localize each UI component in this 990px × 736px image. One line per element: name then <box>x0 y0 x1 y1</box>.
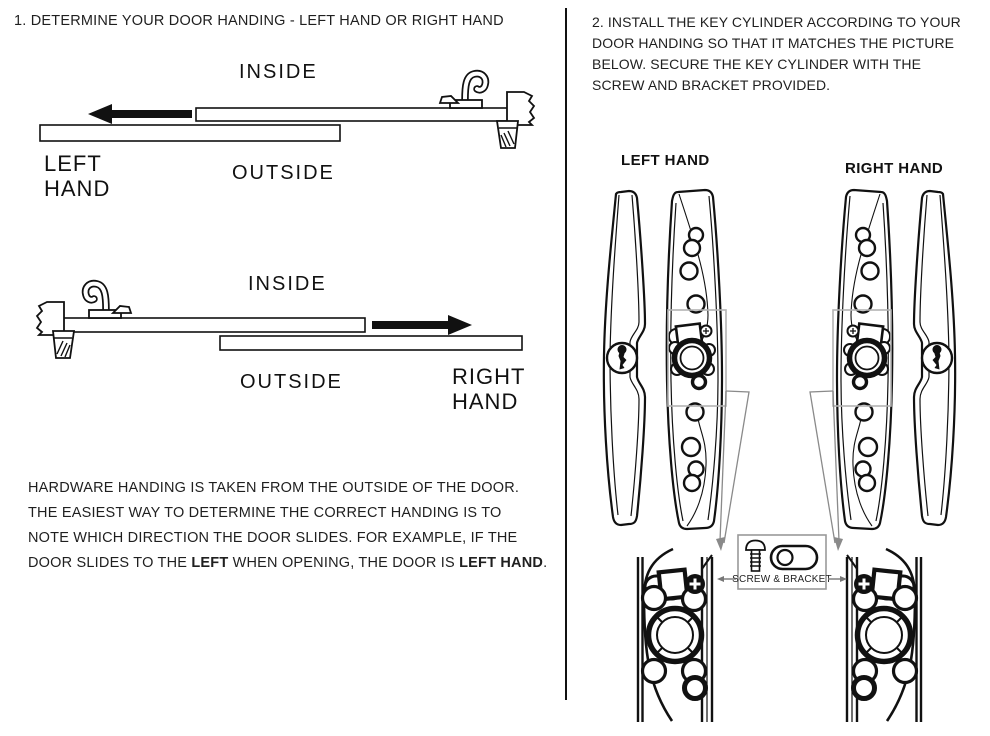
screw-bracket-label: SCREW & BRACKET <box>732 574 832 585</box>
keyhole <box>607 343 637 373</box>
note-line: HARDWARE HANDING IS TAKEN FROM THE OUTSIDE OF THE DOOR. <box>28 480 520 496</box>
note-line: DOOR SLIDES TO THE LEFT WHEN OPENING, THE DOOR IS LEFT HAND. <box>28 555 548 571</box>
handle-pair-mirrored <box>810 190 955 551</box>
lock-ring <box>685 678 706 699</box>
slide-left-arrow <box>88 104 192 124</box>
left-hand-label: LEFT HAND <box>621 152 710 169</box>
cylinder-detail-view <box>638 549 712 722</box>
outside-label-2: OUTSIDE <box>240 371 343 393</box>
fixed-door-panel <box>40 125 340 141</box>
step2-heading: 2. INSTALL THE KEY CYLINDER ACCORDING TO YOUR DOOR HANDING SO THAT IT MATCHES THE PICTURE BELOW. SECURE THE KEY CYLINDER WITH THE SCREW AND BRACKET PROVIDED. <box>592 14 961 93</box>
screw <box>685 574 705 594</box>
key-cylinder-diagram <box>575 185 975 730</box>
step1-heading: 1. DETERMINE YOUR DOOR HANDING - LEFT HAND OR RIGHT HAND <box>14 13 504 29</box>
left-hand-corner-label: LEFT HAND <box>44 151 111 201</box>
handle-pair <box>604 190 749 551</box>
sliding-door-panel <box>63 318 365 332</box>
right-hand-label: RIGHT HAND <box>845 160 944 177</box>
note-line: NOTE WHICH DIRECTION THE DOOR SLIDES. FOR EXAMPLE, IF THE <box>28 530 518 546</box>
fixed-door-panel <box>220 336 522 350</box>
sliding-door-panel <box>196 108 508 121</box>
handing-note <box>28 476 566 576</box>
cylinder-detail-view-mirrored <box>847 549 921 722</box>
handle-front-view <box>667 190 722 529</box>
slide-right-arrow <box>372 315 472 335</box>
handle-profile-view <box>604 191 645 525</box>
inside-label-1: INSIDE <box>239 61 318 83</box>
screw-hole <box>684 240 700 256</box>
note-line: THE EASIEST WAY TO DETERMINE THE CORRECT HANDING IS TO <box>28 505 502 521</box>
column-divider <box>565 8 567 700</box>
outside-label-1: OUTSIDE <box>232 162 335 184</box>
inside-label-2: INSIDE <box>248 273 327 295</box>
screw-hole <box>682 438 700 456</box>
screw-bracket-box <box>717 535 847 589</box>
right-hand-corner-label: RIGHT HAND <box>452 364 526 414</box>
bracket-icon <box>771 546 817 569</box>
screw-hole <box>684 475 700 491</box>
screw-hole <box>681 263 698 280</box>
